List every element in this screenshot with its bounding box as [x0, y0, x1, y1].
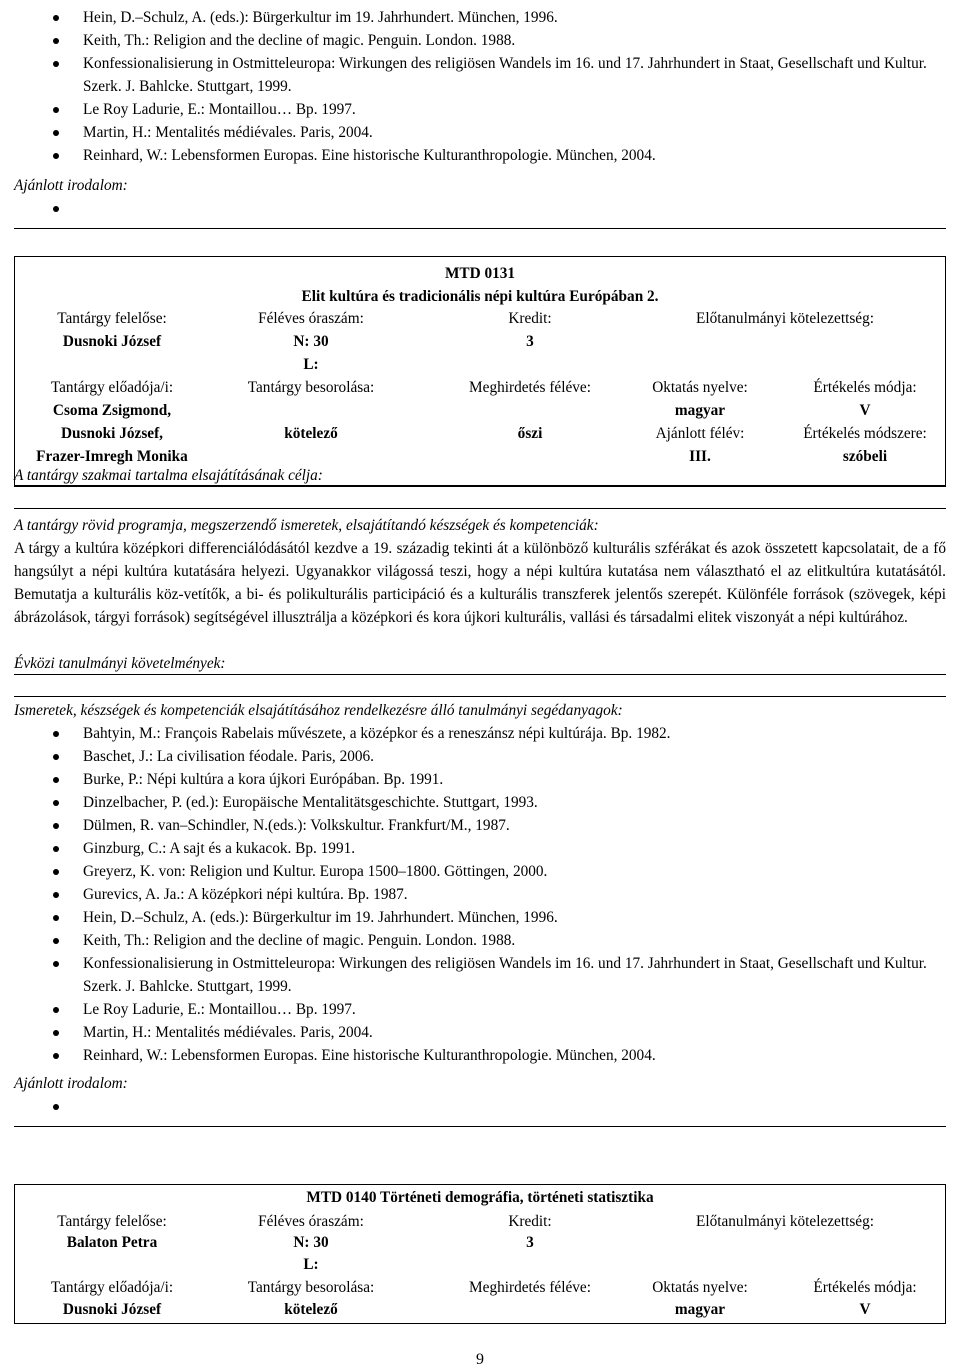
list-item: Le Roy Ladurie, E.: Montaillou… Bp. 1997. — [0, 998, 960, 1021]
list-item: Bahtyin, M.: François Rabelais művészete, a középkor és a reneszánsz népi kultúrája. Bp. 1982. — [0, 722, 960, 745]
course1-semester: őszi — [517, 425, 543, 442]
course2-hours-n: N: 30 — [293, 1234, 329, 1251]
course1-materials-heading: Ismeretek, készségek és kompetenciák elsajátításához rendelkezésre álló tanulmányi segédanyagok: — [14, 702, 623, 719]
course2-credit: 3 — [526, 1234, 534, 1251]
recommended-reading-heading: Ajánlott irodalom: — [14, 177, 128, 194]
course2-prereq-label: Előtanulmányi kötelezettség: — [696, 1213, 874, 1230]
section-divider — [14, 228, 946, 229]
course1-lecturer: Dusnoki József, — [61, 425, 163, 442]
course1-method: szóbeli — [842, 448, 888, 465]
list-item: Hein, D.–Schulz, A. (eds.): Bürgerkultur im 19. Jahrhundert. München, 1996. — [0, 6, 960, 29]
top-reference-list — [0, 6, 960, 167]
course2-title: MTD 0140 Történeti demográfia, történeti statisztika — [306, 1189, 654, 1206]
course1-classification-label: Tantárgy besorolása: — [247, 379, 375, 396]
list-item: Hein, D.–Schulz, A. (eds.): Bürgerkultur im 19. Jahrhundert. München, 1996. — [0, 906, 960, 929]
course2-lecturer-label: Tantárgy előadója/i: — [50, 1279, 174, 1296]
course1-prereq-label: Előtanulmányi kötelezettség: — [696, 310, 874, 327]
section-divider — [14, 1126, 946, 1127]
section-divider — [14, 508, 946, 509]
course1-evaluation: V — [859, 402, 871, 419]
course1-evaluation-label: Értékelés módja: — [813, 379, 917, 396]
section-divider — [14, 674, 946, 675]
course1-program-heading: A tantárgy rövid programja, megszerzendő ismeretek, elsajátítandó készségek és kompetenciák: — [14, 517, 599, 534]
course1-hours-n: N: 30 — [293, 333, 329, 350]
course1-credit-label: Kredit: — [508, 310, 552, 327]
list-item: Keith, Th.: Religion and the decline of magic. Penguin. London. 1988. — [0, 29, 960, 52]
section-divider — [14, 696, 946, 697]
course2-hours-label: Féléves óraszám: — [258, 1213, 364, 1230]
list-item: Konfessionalisierung in Ostmitteleuropa: Wirkungen des religiösen Wandels im 16. und 17. Jahrhundert in Staat, Gesellschaft und Kultur. Szerk. J. Bahlcke. Stuttgart, 1999. — [0, 952, 960, 998]
course2-hours-l: L: — [303, 1256, 319, 1273]
recommended-reading-heading: Ajánlott irodalom: — [14, 1075, 128, 1092]
empty-bullet — [53, 206, 59, 212]
course1-method-label: Értékelés módszere: — [803, 425, 927, 442]
course1-lecturer: Csoma Zsigmond, — [52, 402, 172, 419]
list-item: Konfessionalisierung in Ostmitteleuropa: Wirkungen des religiösen Wandels im 16. und 17. Jahrhundert in Staat, Gesellschaft und Kultur. Szerk. J. Bahlcke. Stuttgart, 1999. — [0, 52, 960, 98]
course1-responsible: Dusnoki József — [62, 333, 162, 350]
list-item: Martin, H.: Mentalités médiévales. Paris, 2004. — [0, 1021, 960, 1044]
course1-code: MTD 0131 — [444, 265, 516, 282]
course1-goal-heading: A tantárgy szakmai tartalma elsajátításának célja: — [14, 467, 323, 484]
list-item: Baschet, J.: La civilisation féodale. Paris, 2006. — [0, 745, 960, 768]
course2-language: magyar — [674, 1301, 726, 1318]
course1-credit: 3 — [526, 333, 534, 350]
course2-responsible: Balaton Petra — [66, 1234, 158, 1251]
list-item: Martin, H.: Mentalités médiévales. Paris, 2004. — [0, 121, 960, 144]
course1-lecturer-label: Tantárgy előadója/i: — [50, 379, 174, 396]
course1-language: magyar — [674, 402, 726, 419]
course1-rec-semester-label: Ajánlott félév: — [655, 425, 745, 442]
course2-credit-label: Kredit: — [508, 1213, 552, 1230]
course2-lecturer: Dusnoki József — [62, 1301, 162, 1318]
course1-lecturer: Frazer-Imregh Monika — [36, 448, 188, 465]
list-item: Keith, Th.: Religion and the decline of magic. Penguin. London. 1988. — [0, 929, 960, 952]
course1-semester-label: Meghirdetés féléve: — [469, 379, 591, 396]
course1-hours-label: Féléves óraszám: — [258, 310, 364, 327]
course1-reference-list — [0, 722, 960, 1067]
list-item: Greyerz, K. von: Religion und Kultur. Europa 1500–1800. Göttingen, 2000. — [0, 860, 960, 883]
course1-rec-semester: III. — [689, 448, 711, 465]
course1-requirements-heading: Évközi tanulmányi követelmények: — [14, 655, 226, 672]
course1-title: Elit kultúra és tradicionális népi kultúra Európában 2. — [301, 288, 659, 305]
course1-program-text: A tárgy a kultúra középkori differenciálódásától kezdve a 19. századig tekinti át a különböző kulturális szférákat és azok összetett kapcsolatait, de a fő hangsúlyt a népi kultúra kutatására helyezi. Ugyanakkor világossá teszi, hogy a népi kultúra kutatása nem választható el az elitkultúra kutatásától. Bemutatja a kulturális köz-vetítők, a bi- és polikulturális participáció és a kulturális transzferek jelentős szerepét. Különféle források (szövegek, képi ábrázolások, tárgyi források) segítségével illusztrálja a középkori és kora újkori kulturális, vallási és társadalmi elitek viszonyát a népi kultúrához. — [14, 540, 946, 626]
course1-responsible-label: Tantárgy felelőse: — [57, 310, 167, 327]
list-item: Reinhard, W.: Lebensformen Europas. Eine historische Kulturanthropologie. München, 2004. — [0, 1044, 960, 1067]
course1-classification: kötelező — [284, 425, 338, 442]
list-item: Ginzburg, C.: A sajt és a kukacok. Bp. 1991. — [0, 837, 960, 860]
course1-hours-l: L: — [303, 356, 319, 373]
course1-language-label: Oktatás nyelve: — [652, 379, 748, 396]
empty-bullet — [53, 1104, 59, 1110]
course2-evaluation: V — [859, 1301, 871, 1318]
list-item: Reinhard, W.: Lebensformen Europas. Eine historische Kulturanthropologie. München, 2004. — [0, 144, 960, 167]
list-item: Dülmen, R. van–Schindler, N.(eds.): Volkskultur. Frankfurt/M., 1987. — [0, 814, 960, 837]
list-item: Le Roy Ladurie, E.: Montaillou… Bp. 1997. — [0, 98, 960, 121]
list-item: Burke, P.: Népi kultúra a kora újkori Európában. Bp. 1991. — [0, 768, 960, 791]
course2-evaluation-label: Értékelés módja: — [813, 1279, 917, 1296]
course2-classification-label: Tantárgy besorolása: — [247, 1279, 375, 1296]
course2-responsible-label: Tantárgy felelőse: — [57, 1213, 167, 1230]
course2-semester-label: Meghirdetés féléve: — [469, 1279, 591, 1296]
list-item: Gurevics, A. Ja.: A középkori népi kultúra. Bp. 1987. — [0, 883, 960, 906]
course2-classification: kötelező — [284, 1301, 338, 1318]
page-number: 9 — [476, 1351, 484, 1368]
list-item: Dinzelbacher, P. (ed.): Europäische Mentalitätsgeschichte. Stuttgart, 1993. — [0, 791, 960, 814]
course2-language-label: Oktatás nyelve: — [652, 1279, 748, 1296]
